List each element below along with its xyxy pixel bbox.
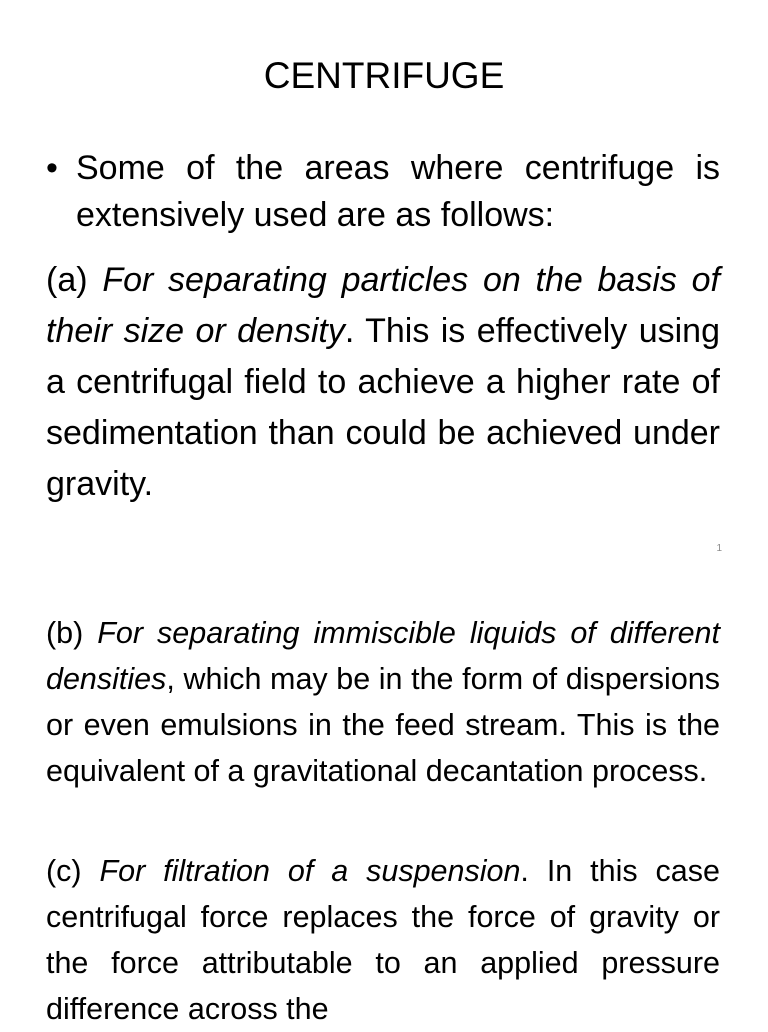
item-b-emphasis: For separating immiscible liquids of different densities <box>46 616 720 696</box>
item-a-text: . This is effectively using a centrifugal field to achieve a higher rate of sedimentation than could be achieved under gravity. <box>46 312 720 503</box>
item-c-emphasis: For filtration of a suspension <box>99 854 521 888</box>
item-c-paragraph <box>46 848 720 1032</box>
slide-2 <box>0 568 768 1024</box>
item-c-marker: (c) <box>46 854 100 888</box>
item-b-text: , which may be in the form of dispersions or even emulsions in the feed stream. This is the equivalent of a gravitational decantation process. <box>46 662 720 788</box>
item-a-paragraph <box>46 255 720 510</box>
slide-title: CENTRIFUGE <box>263 55 505 96</box>
bullet-text: Some of the areas where centrifuge is extensively used are as follows: <box>76 149 720 234</box>
bullet-dot: • <box>46 149 58 187</box>
item-c-text: . In this case centrifugal force replaces the force of gravity or the force attributable to an applied pressure difference across the <box>46 854 720 1026</box>
bullet-item <box>46 145 720 239</box>
item-b-marker: (b) <box>46 616 98 650</box>
item-a-marker: (a) <box>46 261 103 299</box>
item-b-paragraph <box>46 610 720 794</box>
item-a-emphasis: For separating particles on the basis of their size or density <box>46 261 721 350</box>
slide-number: 1 <box>716 543 722 554</box>
